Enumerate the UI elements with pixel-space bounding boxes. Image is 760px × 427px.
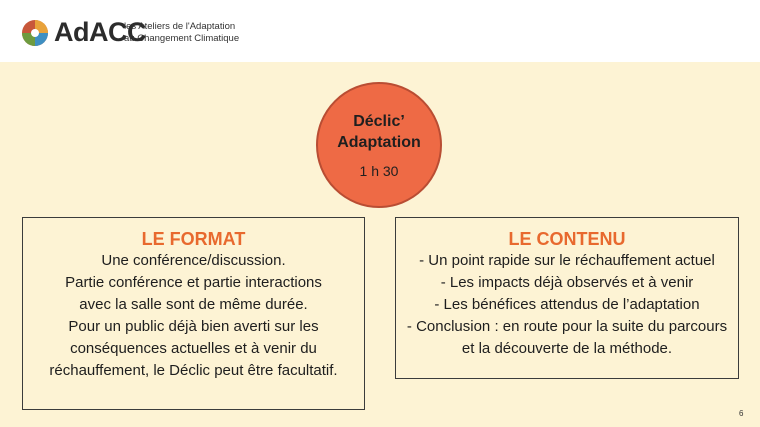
circle-title-1: Déclic’ — [353, 113, 405, 130]
format-box — [22, 217, 365, 410]
circle-title-2: Adaptation — [337, 134, 421, 151]
adacc-logo-icon — [22, 20, 48, 46]
tagline-line-2: au Changement Climatique — [124, 32, 240, 44]
page-number: 6 — [739, 409, 744, 418]
format-heading: LE FORMAT — [141, 229, 246, 249]
contenu-box — [395, 217, 739, 379]
logo-tagline — [124, 21, 264, 44]
format-line: Une conférence/discussion. — [101, 252, 286, 269]
format-line: conséquences actuelles et à venir du — [70, 340, 317, 357]
contenu-line: - Un point rapide sur le réchauffement actuel — [419, 252, 715, 269]
contenu-line: - Conclusion : en route pour la suite du parcours — [406, 318, 728, 335]
format-line: Pour un public déjà bien averti sur les — [68, 318, 319, 335]
format-line: Partie conférence et partie interactions — [65, 274, 322, 291]
contenu-heading: LE CONTENU — [508, 229, 626, 249]
declic-circle — [316, 82, 442, 208]
contenu-line: - Les bénéfices attendus de l’adaptation — [434, 296, 700, 313]
contenu-line: et la découverte de la méthode. — [461, 340, 673, 357]
circle-duration: 1 h 30 — [359, 163, 399, 179]
tagline-line-1: les Ateliers de l'Adaptation — [124, 21, 236, 32]
format-line: avec la salle sont de même durée. — [79, 296, 308, 313]
logo-wordmark: AdACC — [54, 17, 146, 47]
contenu-line: - Les impacts déjà observés et à venir — [440, 274, 694, 291]
format-line: réchauffement, le Déclic peut être facultatif. — [49, 362, 338, 379]
header — [0, 0, 760, 62]
